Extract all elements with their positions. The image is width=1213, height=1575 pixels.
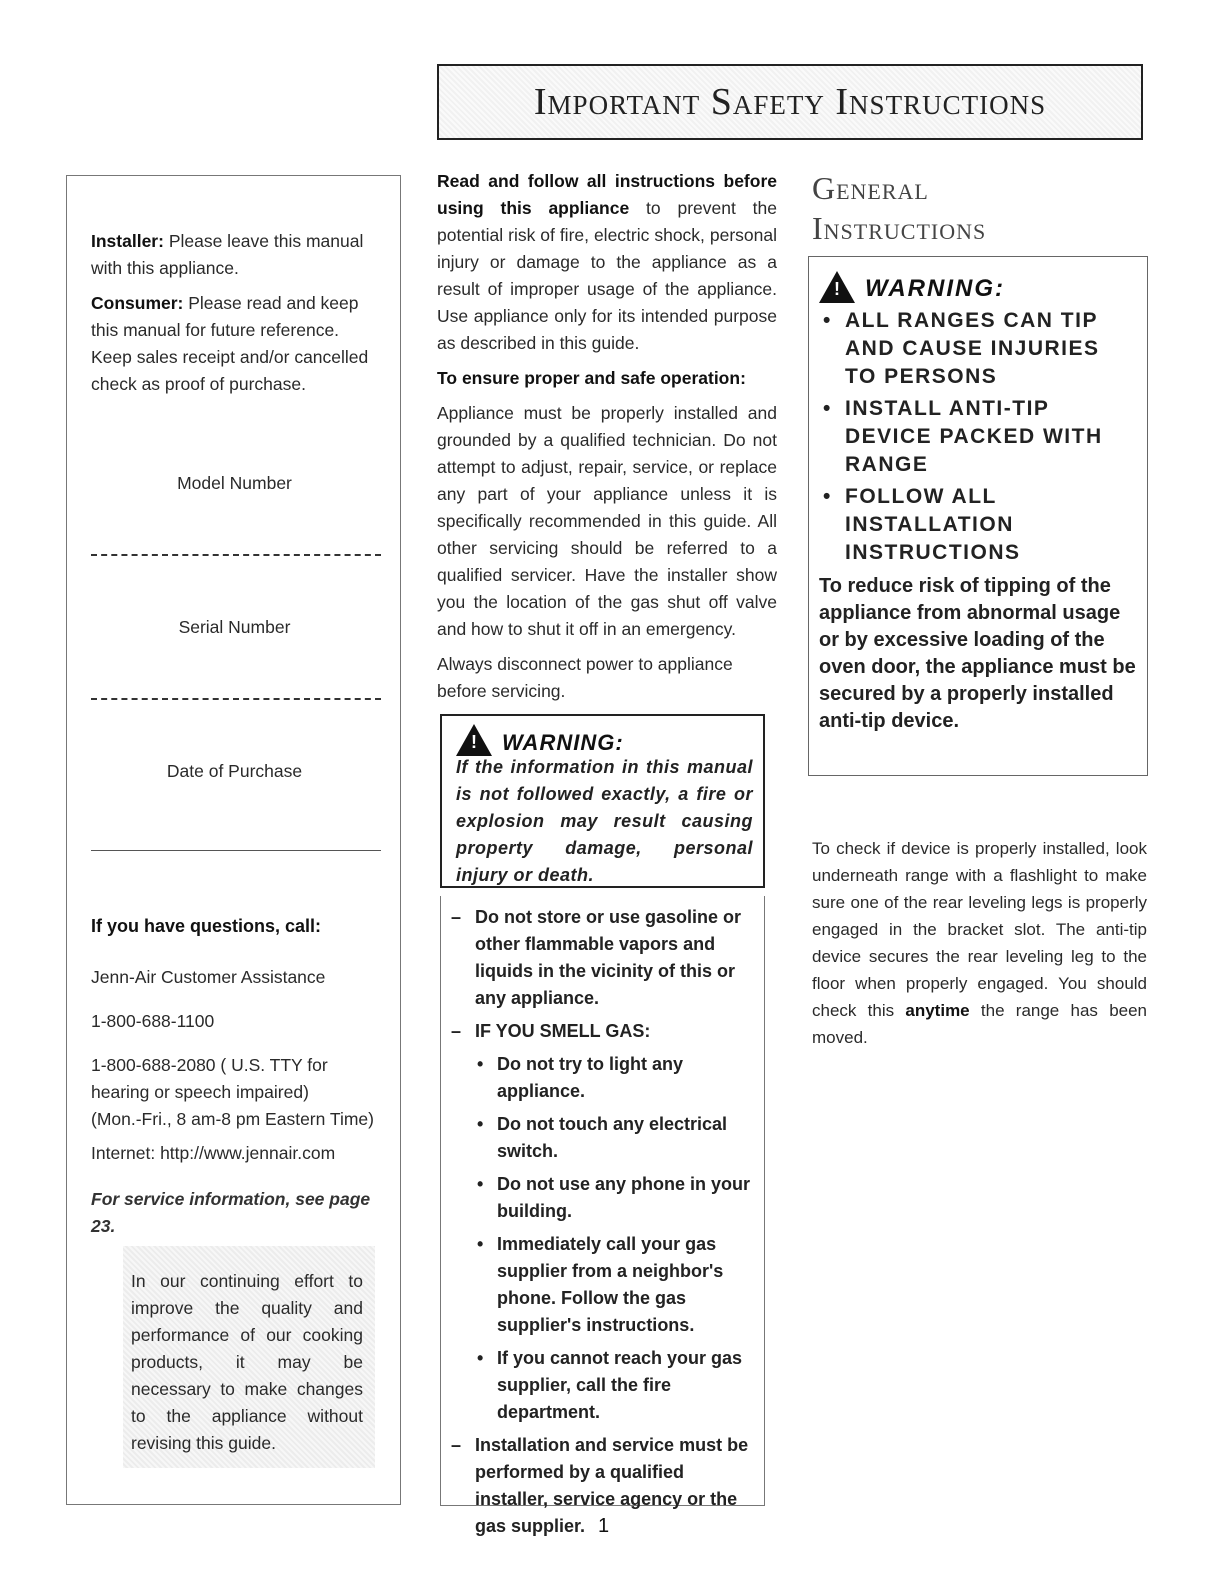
serial-number-label: Serial Number [178, 617, 291, 637]
tip-warning-title: WARNING: [865, 275, 1005, 302]
disconnect-text: Always disconnect power to appliance before servicing. [437, 654, 733, 701]
list-item: – Installation and service must be performed by a qualified installer, service agency or the gas supplier. [451, 1435, 749, 1536]
warning-header [456, 724, 753, 756]
sub-item: • Immediately call your gas supplier from a neighbor's phone. Follow the gas supplier's instructions. [477, 1234, 724, 1335]
model-number-line [91, 554, 381, 556]
list-item: – Do not store or use gasoline or other flammable vapors and liquids in the vicinity of this or any appliance. [451, 907, 742, 1008]
installer-text: Please leave this manual with this appliance. [91, 231, 364, 278]
left-info-box [66, 175, 401, 1505]
warning-text: If the information in this manual is not followed exactly, a fire or explosion may result causing property damage, personal injury or death. [456, 757, 753, 885]
phone-number: 1-800-688-1100 [91, 1011, 215, 1031]
middle-intro [437, 168, 777, 713]
warning-triangle-icon [456, 724, 492, 756]
check-bold: anytime [905, 1001, 970, 1020]
consumer-text: Please read and keep this manual for future reference. Keep sales receipt and/or cancelled check as proof of purchase. [91, 293, 369, 394]
section-title-line2: Instructions [812, 210, 987, 246]
notice-box [123, 1246, 375, 1468]
warning-title: WARNING: [502, 730, 624, 755]
model-number-label: Model Number [177, 473, 292, 493]
internet-text: Internet: http://www.jennair.com [91, 1143, 336, 1163]
consumer-label: Consumer: [91, 293, 184, 313]
list-item: – IF YOU SMELL GAS: [451, 1021, 651, 1041]
check-text-b: the range has been moved. [812, 1001, 1148, 1047]
notice-text: In our continuing effort to improve the quality and performance of our cooking products, it may be necessary to make changes to the appliance without revising this guide. [131, 1271, 363, 1453]
tip-warning-header [819, 271, 1137, 303]
proper-heading: To ensure proper and safe operation: [437, 368, 746, 388]
installer-label: Installer: [91, 231, 164, 251]
check-text-a: To check if device is properly installed, look underneath range with a flashlight to make sure one of the rear leveling legs is properly engaged in the bracket slot. The anti-tip device secures the rear leveling leg to the floor when properly engaged. You should check this [812, 839, 1147, 1020]
tip-text: To reduce risk of tipping of the appliance from abnormal usage or by excessive loading of the oven door, the appliance must be secured by a properly installed anti-tip device. [819, 575, 1136, 732]
tip-warning-box [808, 256, 1148, 776]
page-number: 1 [598, 1515, 610, 1537]
gas-safety-list [440, 896, 765, 1536]
warning-box [440, 714, 765, 888]
intro-paragraph [437, 168, 777, 357]
header-banner [437, 64, 1143, 140]
divider [91, 850, 381, 851]
sub-item: • Do not use any phone in your building. [477, 1174, 751, 1221]
section-title [812, 168, 986, 248]
warning-item: • INSTALL ANTI-TIP DEVICE PACKED WITH RANGE [823, 397, 1103, 476]
intro-bold: Read and follow all instructions before using this appliance [437, 171, 777, 218]
serial-number-line [91, 698, 381, 700]
date-of-purchase-label: Date of Purchase [166, 761, 303, 781]
sub-item: • If you cannot reach your gas supplier, call the fire department. [477, 1348, 743, 1422]
check-paragraph [812, 835, 1147, 1051]
proper-text: Appliance must be properly installed and grounded by a qualified technician. Do not attempt to adjust, repair, service, or replace any part of your appliance unless it is specifically recommended in this guide. All other servicing should be referred to a qualified servicer. Have the installer show you the location of the gas shut off valve and how to shut it off in an emergency. [437, 403, 777, 639]
hours: (Mon.-Fri., 8 am-8 pm Eastern Time) [91, 1109, 374, 1129]
customer-assistance: Jenn-Air Customer Assistance [91, 967, 326, 987]
warning-triangle-icon [819, 271, 855, 303]
service-info: For service information, see page 23. [91, 1189, 371, 1236]
questions-heading: If you have questions, call: [91, 916, 322, 936]
intro-text: to prevent the potential risk of fire, electric shock, personal injury or damage to the appliance as a result of improper usage of the appliance. Use appliance only for its intended purpose as described in this guide. [437, 198, 777, 353]
page-title: Important Safety Instructions [533, 81, 1047, 123]
consumer-note [91, 290, 383, 398]
sub-item: • Do not try to light any appliance. [477, 1054, 683, 1101]
section-title-line1: General [812, 170, 929, 206]
installer-note [91, 228, 383, 282]
internet-address [91, 1126, 383, 1163]
tty-number: 1-800-688-2080 ( U.S. TTY for hearing or speech impaired) [91, 1055, 328, 1102]
warning-item: • ALL RANGES CAN TIP AND CAUSE INJURIES TO PERSONS [823, 309, 1100, 388]
sub-item: • Do not touch any electrical switch. [477, 1114, 728, 1161]
warning-item: • FOLLOW ALL INSTALLATION INSTRUCTIONS [823, 485, 1021, 564]
